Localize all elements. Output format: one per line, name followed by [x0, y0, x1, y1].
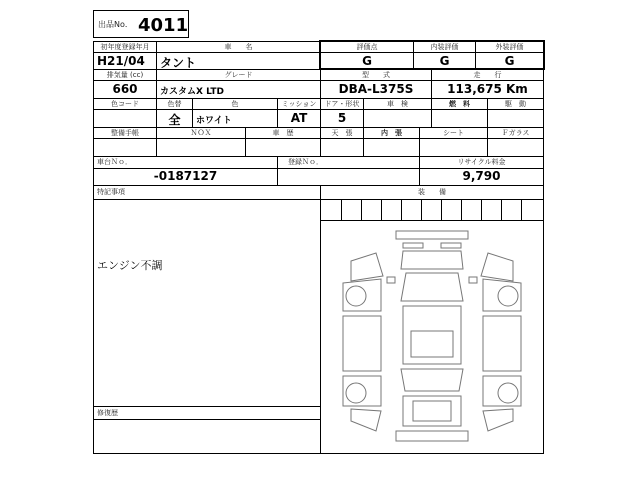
- notes-text: エンジン不調: [97, 259, 163, 272]
- interior-score-label: 内装評価: [430, 43, 459, 51]
- inspection-label: 車 検: [387, 100, 408, 108]
- seat-label: シート: [443, 129, 464, 137]
- car-name-value: タント: [160, 56, 197, 70]
- lot-number-label: 出品No．: [98, 20, 133, 29]
- fuel-label: 燃 料: [449, 100, 470, 108]
- mileage-value: 113,675 Km: [447, 82, 528, 96]
- displacement-value: 660: [112, 82, 138, 96]
- transmission-label: ミッション: [281, 100, 317, 108]
- recycle-label: リサイクル料金: [457, 158, 506, 166]
- displacement-label: 排気量 (cc): [106, 71, 144, 79]
- score-label: 評価点: [356, 43, 378, 51]
- recycle-value: 9,790: [462, 169, 501, 183]
- doors-label: ドア・形状: [324, 100, 360, 108]
- car-diagram-icon: [321, 221, 543, 453]
- doors-value: 5: [337, 111, 347, 125]
- model-label: 型 式: [362, 71, 390, 79]
- reg-no-label: 登録Ｎｏ．: [288, 158, 323, 166]
- nox-label: ＮＯＸ: [190, 129, 212, 137]
- color-change-label: 色替: [167, 100, 182, 108]
- color-value: ホワイト: [196, 116, 232, 126]
- color-change-value: 全: [168, 113, 181, 127]
- equipment-label: 装 備: [418, 188, 446, 196]
- exterior-score-label: 外装評価: [495, 43, 524, 51]
- color-label: 色: [231, 100, 239, 108]
- repair-label: 修復歴: [97, 409, 118, 417]
- history-label: 車 歴: [272, 129, 294, 137]
- model-value: DBA-L375S: [338, 82, 414, 96]
- lot-number-value: 4011: [138, 15, 189, 36]
- interior-trim-label: 内 張: [381, 129, 402, 137]
- mileage-label: 走 行: [473, 71, 502, 79]
- color-code-label: 色コード: [111, 100, 139, 108]
- grade-value: カスタムX LTD: [160, 87, 224, 97]
- score-value: G: [362, 54, 372, 68]
- car-name-label: 車 名: [224, 43, 253, 51]
- notes-label: 特記事項: [97, 188, 125, 196]
- glass-label: Ｆガラス: [501, 129, 530, 137]
- first-reg-label: 初年度登録年月: [100, 43, 150, 51]
- roof-label: 天 張: [331, 129, 353, 137]
- first-reg-value: H21/04: [97, 54, 145, 68]
- interior-score-value: G: [439, 54, 450, 68]
- chassis-value: -0187127: [153, 169, 218, 183]
- maintenance-label: 整備手帳: [111, 129, 139, 137]
- transmission-value: AT: [290, 111, 308, 125]
- exterior-score-value: G: [504, 54, 515, 68]
- chassis-label: 車台Ｎｏ．: [97, 158, 132, 166]
- grade-label: グレード: [224, 71, 253, 79]
- drive-label: 駆 動: [505, 100, 526, 108]
